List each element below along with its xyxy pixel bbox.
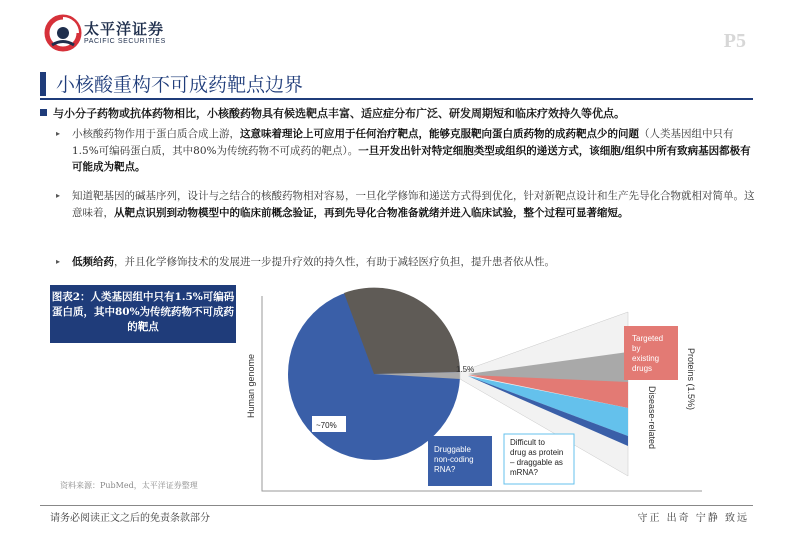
bullet-run: 知道靶基因的碱基序列，设计与之结合的核酸药物相对容易，一旦化学修饰和递送方式得到优化，针对新靶点设计和生产先导化合物就相对简单。这意味着， <box>72 190 755 219</box>
company-logo <box>44 12 214 56</box>
bullet-item <box>56 126 756 176</box>
logo-text-cn: 太平洋证券 <box>84 20 165 38</box>
title-accent <box>40 72 46 96</box>
box-noncoding-line: non-coding <box>434 455 474 464</box>
bullet-text <box>56 126 756 176</box>
bullet-run: 小核酸药物作用于蛋白质合成上游， <box>72 128 240 140</box>
logo-text-en: PACIFIC SECURITIES <box>84 38 166 45</box>
label-percent-big-text: ~70% <box>316 421 337 430</box>
footer-motto: 守正 出奇 宁静 致远 <box>637 513 749 524</box>
intro-paragraph <box>40 106 760 122</box>
page-number: P5 <box>723 30 746 52</box>
section-title: 小核酸重构不可成药靶点边界 <box>56 74 304 96</box>
box-targeted-line: drugs <box>632 364 653 373</box>
triangle-bullet-icon: ▸ <box>56 129 61 138</box>
logo-mark-icon <box>44 12 82 52</box>
bullet-item <box>56 254 756 271</box>
source-note: 资料来源：PubMed，太平洋证券整理 <box>60 481 198 490</box>
bullet-run: 低频给药 <box>72 256 114 268</box>
label-human-genome: Human genome <box>246 353 256 419</box>
bullet-item <box>56 188 756 221</box>
footer-disclaimer: 请务必阅读正文之后的免责条款部分 <box>50 513 210 524</box>
label-percent-small: 1.5% <box>456 365 475 374</box>
bullet-run: 从靶点识别到动物模型中的临床前概念验证，再到先导化合物准备就绪并进入临床试验，整个过程可显著缩短。 <box>114 206 629 219</box>
intro-text: 与小分子药物或抗体药物相比，小核酸药物具有候选靶点丰富、适应症分布广泛、研发周期短和临床疗效持久等优点。 <box>53 107 625 120</box>
bullet-run: （人类基因组中只有1.5%可编码蛋白质，其中80%为传统药物不可成药的靶点）。 <box>72 128 734 157</box>
box-noncoding-line: RNA? <box>434 465 456 474</box>
genome-figure <box>242 286 702 500</box>
bullet-run: 这意味着理论上可应用于任何治疗靶点，能够克服靶向蛋白质药物的成药靶点少的问题 <box>240 128 639 140</box>
box-targeted-line: Targeted <box>632 334 664 343</box>
box-targeted-line: existing <box>632 354 660 363</box>
label-proteins: Proteins (1.5%) <box>686 348 696 411</box>
box-difficult-line: – draggable as <box>510 458 563 467</box>
bullet-text <box>56 188 756 221</box>
figure-caption: 图表2：人类基因组中只有1.5%可编码蛋白质，其中80%为传统药物不可成药的靶点 <box>50 285 236 343</box>
page-footer <box>40 505 753 524</box>
bullet-text <box>56 254 756 271</box>
bullet-run: 一旦开发出针对特定细胞类型或组织的递送方式，该细胞/组织中所有致病基因都极有可能成为靶点。 <box>72 144 751 173</box>
square-bullet-icon <box>40 109 47 116</box>
bullet-run: ，并且化学修饰技术的发展进一步提升疗效的持久性，有助于减轻医疗负担，提升患者依从性。 <box>114 256 555 268</box>
box-targeted-line: by <box>632 344 641 353</box>
box-difficult-line: mRNA? <box>510 468 539 477</box>
triangle-bullet-icon: ▸ <box>56 257 61 266</box>
label-disease-related: Disease-related <box>647 386 657 450</box>
section-title-bar <box>40 68 753 100</box>
triangle-bullet-icon: ▸ <box>56 191 61 200</box>
box-noncoding-line: Druggable <box>434 445 471 454</box>
page-header <box>0 0 800 62</box>
box-difficult-line: Difficult to <box>510 438 545 447</box>
box-difficult-line: drug as protein <box>510 448 564 457</box>
